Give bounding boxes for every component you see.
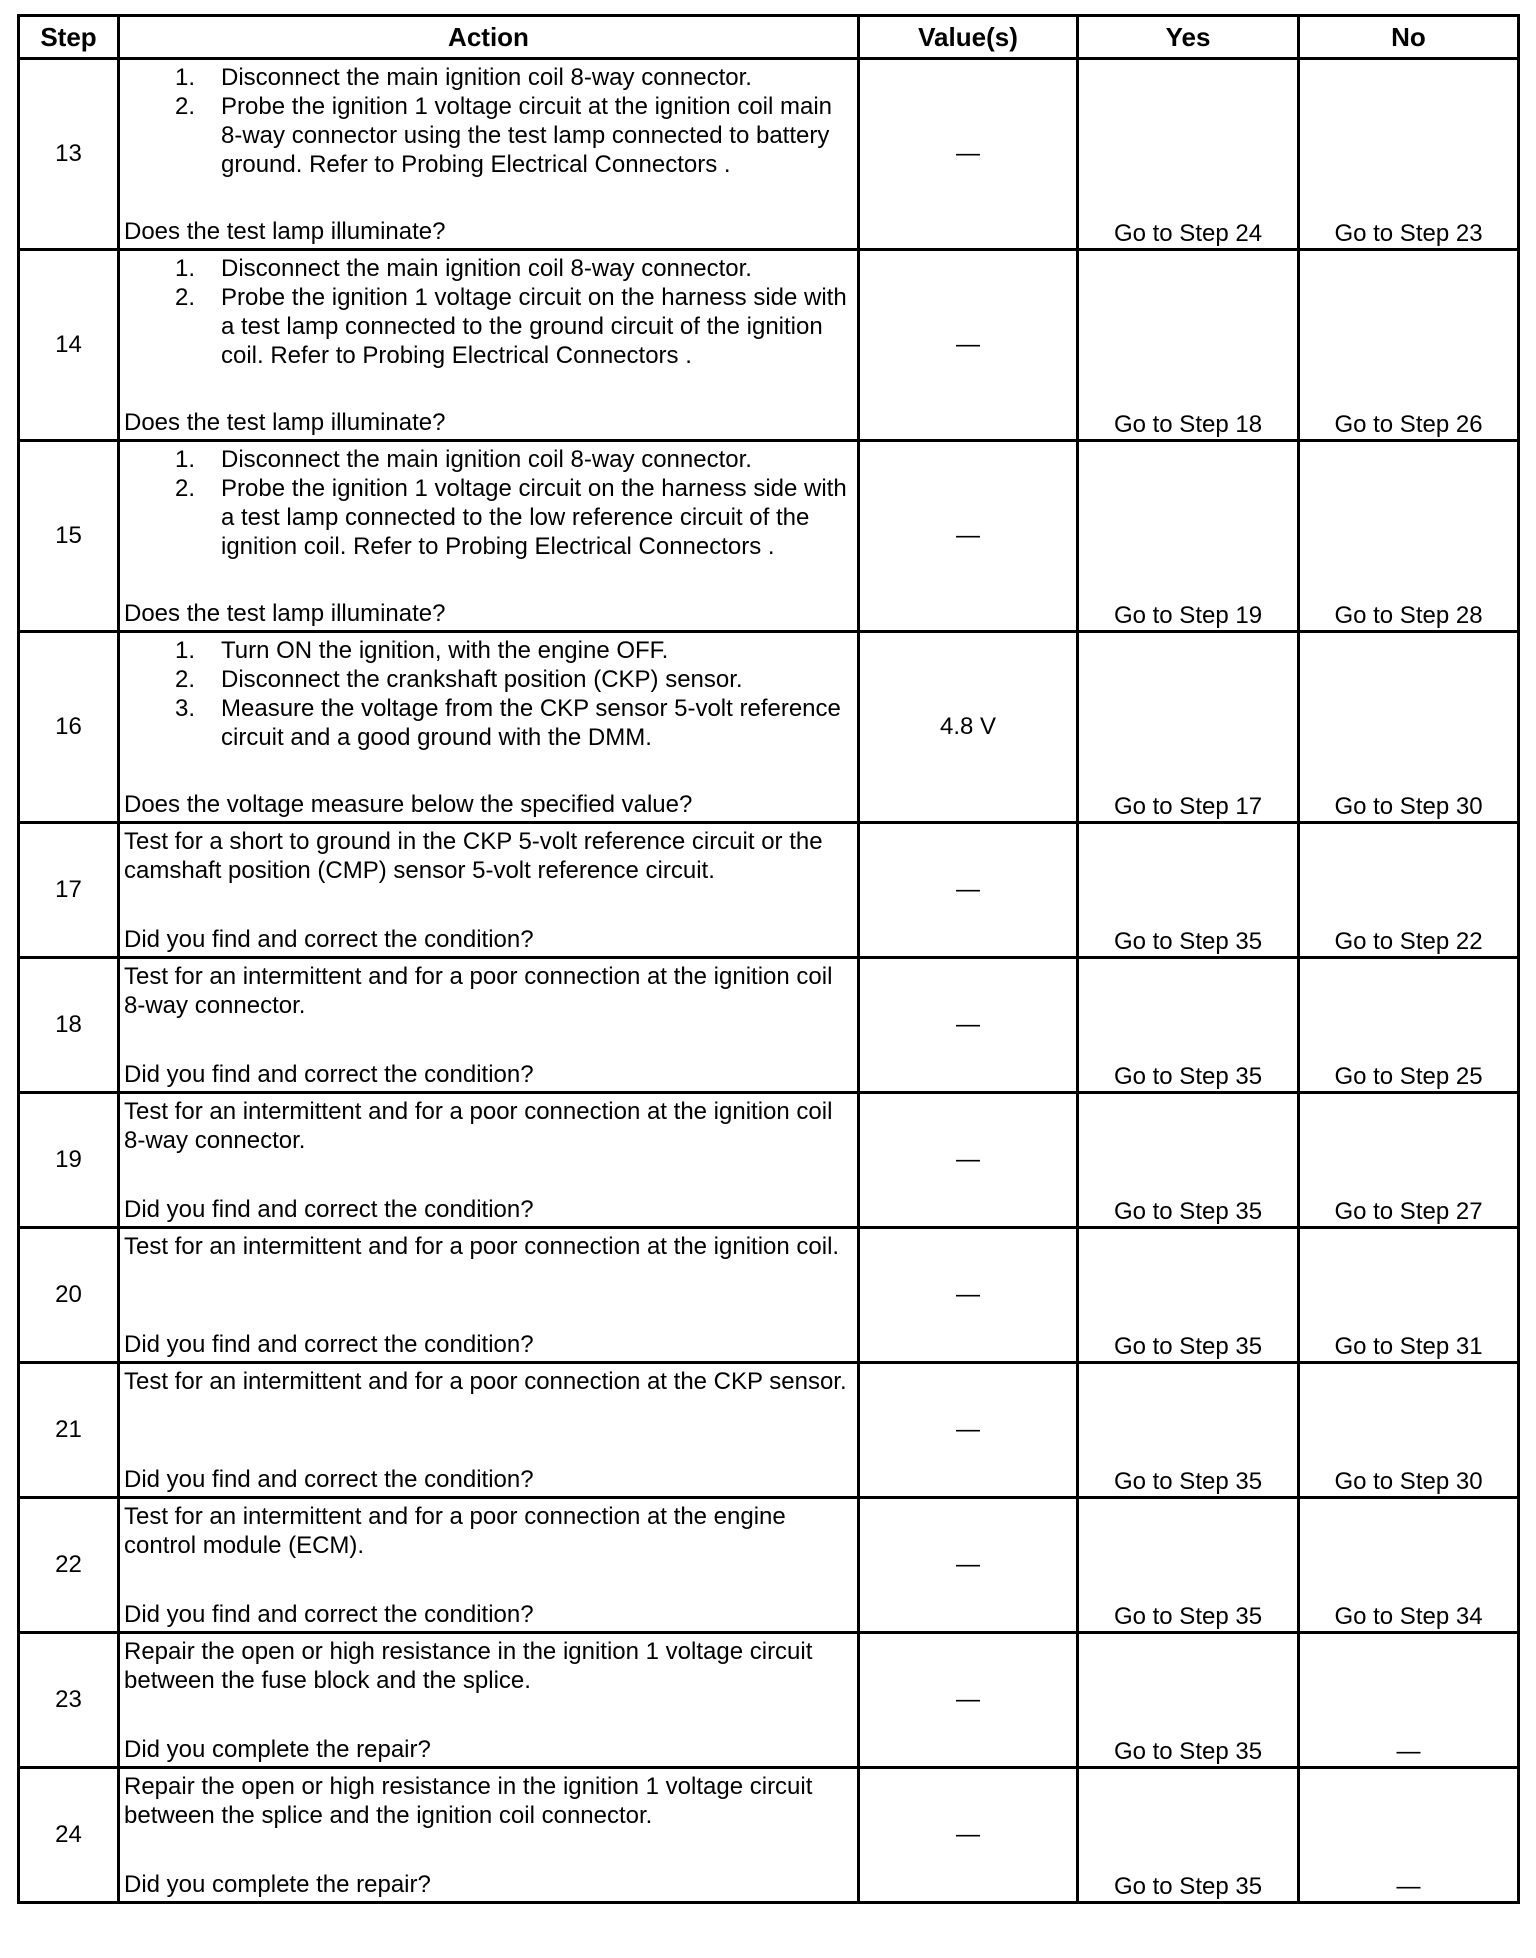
header-action: Action xyxy=(119,16,859,59)
yes-cell: Go to Step 35 xyxy=(1078,1093,1299,1228)
action-text: Repair the open or high resistance in the ignition 1 voltage circuit between the splice and the ignition coil connector. xyxy=(124,1773,813,1829)
action-steps-list xyxy=(120,636,857,752)
yes-cell: Go to Step 24 xyxy=(1078,59,1299,250)
action-question: Did you find and correct the condition? xyxy=(124,1601,534,1628)
no-cell: Go to Step 30 xyxy=(1299,1363,1519,1498)
yes-cell: Go to Step 35 xyxy=(1078,1498,1299,1633)
table-row xyxy=(19,59,1519,250)
no-cell: Go to Step 22 xyxy=(1299,823,1519,958)
table-row xyxy=(19,1498,1519,1633)
step-number: 20 xyxy=(19,1228,119,1363)
action-step-number: 2. xyxy=(175,666,196,693)
yes-cell: Go to Step 19 xyxy=(1078,441,1299,632)
action-steps-list xyxy=(120,445,857,561)
action-question: Did you complete the repair? xyxy=(124,1871,431,1898)
step-number: 23 xyxy=(19,1633,119,1768)
action-cell xyxy=(119,1633,859,1768)
action-steps-list xyxy=(120,63,857,179)
action-step-text: Turn ON the ignition, with the engine OFF. xyxy=(221,637,669,664)
yes-cell: Go to Step 35 xyxy=(1078,1768,1299,1903)
action-step-number: 2. xyxy=(175,475,196,502)
value-cell: 4.8 V xyxy=(859,632,1078,823)
step-number: 18 xyxy=(19,958,119,1093)
action-cell xyxy=(119,823,859,958)
action-cell xyxy=(119,1228,859,1363)
step-number: 19 xyxy=(19,1093,119,1228)
action-steps-list xyxy=(120,254,857,370)
action-question: Did you find and correct the condition? xyxy=(124,1061,534,1088)
value-cell: — xyxy=(859,1768,1078,1903)
action-step-item xyxy=(120,665,857,694)
action-cell xyxy=(119,1498,859,1633)
action-question: Did you find and correct the condition? xyxy=(124,1466,534,1493)
action-question: Did you find and correct the condition? xyxy=(124,1331,534,1358)
action-step-number: 1. xyxy=(175,446,196,473)
step-number: 13 xyxy=(19,59,119,250)
yes-cell: Go to Step 35 xyxy=(1078,1228,1299,1363)
action-step-item xyxy=(120,283,857,370)
action-step-number: 3. xyxy=(175,695,196,722)
action-question: Did you complete the repair? xyxy=(124,1736,431,1763)
no-cell: Go to Step 23 xyxy=(1299,59,1519,250)
header-no: No xyxy=(1299,16,1519,59)
action-cell xyxy=(119,441,859,632)
table-row xyxy=(19,1363,1519,1498)
table-row xyxy=(19,441,1519,632)
table-row xyxy=(19,1228,1519,1363)
action-text: Test for an intermittent and for a poor connection at the engine control module (ECM). xyxy=(124,1503,786,1559)
value-cell: — xyxy=(859,1228,1078,1363)
step-number: 22 xyxy=(19,1498,119,1633)
value-cell: — xyxy=(859,441,1078,632)
yes-cell: Go to Step 35 xyxy=(1078,1363,1299,1498)
table-row xyxy=(19,1768,1519,1903)
action-step-number: 1. xyxy=(175,637,196,664)
yes-cell: Go to Step 17 xyxy=(1078,632,1299,823)
no-cell: — xyxy=(1299,1768,1519,1903)
no-cell: Go to Step 30 xyxy=(1299,632,1519,823)
action-step-text: Probe the ignition 1 voltage circuit on the harness side with a test lamp connected to the ground circuit of the ignition coil. Refer to Probing Electrical Connectors . xyxy=(221,284,847,369)
table-row xyxy=(19,823,1519,958)
header-yes: Yes xyxy=(1078,16,1299,59)
value-cell: — xyxy=(859,1498,1078,1633)
action-question: Does the voltage measure below the specified value? xyxy=(124,791,693,818)
action-step-text: Probe the ignition 1 voltage circuit at the ignition coil main 8-way connector using the test lamp connected to battery ground. Refer to Probing Electrical Connectors . xyxy=(221,93,833,178)
no-cell: Go to Step 31 xyxy=(1299,1228,1519,1363)
action-text: Test for an intermittent and for a poor connection at the ignition coil 8-way connector. xyxy=(124,963,833,1019)
action-step-number: 1. xyxy=(175,255,196,282)
action-step-number: 1. xyxy=(175,64,196,91)
step-number: 16 xyxy=(19,632,119,823)
table-row xyxy=(19,1633,1519,1768)
action-step-item xyxy=(120,636,857,665)
action-cell xyxy=(119,1768,859,1903)
action-step-item xyxy=(120,92,857,179)
table-row xyxy=(19,958,1519,1093)
no-cell: Go to Step 25 xyxy=(1299,958,1519,1093)
header-row xyxy=(19,16,1519,59)
value-cell: — xyxy=(859,59,1078,250)
table-row xyxy=(19,1093,1519,1228)
action-step-item xyxy=(120,445,857,474)
value-cell: — xyxy=(859,1633,1078,1768)
action-question: Does the test lamp illuminate? xyxy=(124,409,446,436)
action-question: Did you find and correct the condition? xyxy=(124,1196,534,1223)
yes-cell: Go to Step 35 xyxy=(1078,1633,1299,1768)
yes-cell: Go to Step 35 xyxy=(1078,958,1299,1093)
action-step-number: 2. xyxy=(175,284,196,311)
action-question: Does the test lamp illuminate? xyxy=(124,600,446,627)
step-number: 17 xyxy=(19,823,119,958)
action-text: Test for an intermittent and for a poor connection at the CKP sensor. xyxy=(124,1368,847,1395)
action-step-text: Disconnect the main ignition coil 8-way connector. xyxy=(221,446,752,473)
action-text: Test for a short to ground in the CKP 5-volt reference circuit or the camshaft position (CMP) sensor 5-volt reference circuit. xyxy=(124,828,823,884)
no-cell: — xyxy=(1299,1633,1519,1768)
no-cell: Go to Step 26 xyxy=(1299,250,1519,441)
action-cell xyxy=(119,250,859,441)
action-step-text: Probe the ignition 1 voltage circuit on the harness side with a test lamp connected to the low reference circuit of the ignition coil. Refer to Probing Electrical Connectors . xyxy=(221,475,847,560)
value-cell: — xyxy=(859,958,1078,1093)
action-question: Does the test lamp illuminate? xyxy=(124,218,446,245)
no-cell: Go to Step 28 xyxy=(1299,441,1519,632)
action-step-item xyxy=(120,254,857,283)
action-cell xyxy=(119,632,859,823)
action-step-item xyxy=(120,694,857,752)
action-step-item xyxy=(120,474,857,561)
table-row xyxy=(19,250,1519,441)
action-cell xyxy=(119,1093,859,1228)
action-cell xyxy=(119,958,859,1093)
yes-cell: Go to Step 18 xyxy=(1078,250,1299,441)
table-row xyxy=(19,632,1519,823)
step-number: 15 xyxy=(19,441,119,632)
no-cell: Go to Step 34 xyxy=(1299,1498,1519,1633)
value-cell: — xyxy=(859,823,1078,958)
action-text: Test for an intermittent and for a poor connection at the ignition coil 8-way connector. xyxy=(124,1098,833,1154)
header-values: Value(s) xyxy=(859,16,1078,59)
action-step-text: Disconnect the main ignition coil 8-way connector. xyxy=(221,255,752,282)
action-text: Repair the open or high resistance in the ignition 1 voltage circuit between the fuse block and the splice. xyxy=(124,1638,813,1694)
value-cell: — xyxy=(859,250,1078,441)
diagnostic-table xyxy=(17,14,1520,1904)
value-cell: — xyxy=(859,1093,1078,1228)
no-cell: Go to Step 27 xyxy=(1299,1093,1519,1228)
yes-cell: Go to Step 35 xyxy=(1078,823,1299,958)
action-step-text: Disconnect the crankshaft position (CKP) sensor. xyxy=(221,666,743,693)
action-step-number: 2. xyxy=(175,93,196,120)
step-number: 21 xyxy=(19,1363,119,1498)
header-step: Step xyxy=(19,16,119,59)
action-step-text: Measure the voltage from the CKP sensor 5-volt reference circuit and a good ground with the DMM. xyxy=(221,695,841,751)
action-step-item xyxy=(120,63,857,92)
value-cell: — xyxy=(859,1363,1078,1498)
action-cell xyxy=(119,1363,859,1498)
step-number: 14 xyxy=(19,250,119,441)
action-cell xyxy=(119,59,859,250)
action-step-text: Disconnect the main ignition coil 8-way connector. xyxy=(221,64,752,91)
action-text: Test for an intermittent and for a poor connection at the ignition coil. xyxy=(124,1233,840,1260)
action-question: Did you find and correct the condition? xyxy=(124,926,534,953)
step-number: 24 xyxy=(19,1768,119,1903)
